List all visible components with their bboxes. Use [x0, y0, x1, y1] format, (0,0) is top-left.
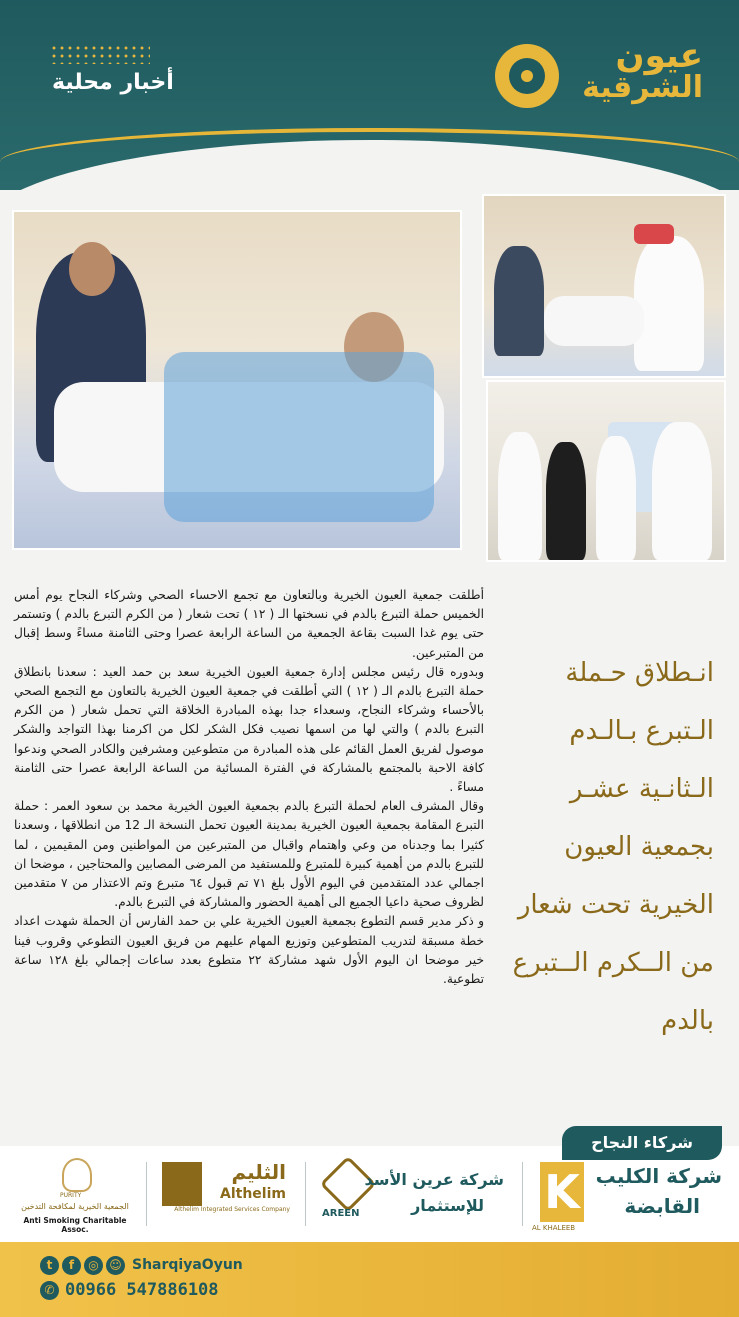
- areen-name-en: AREEN: [322, 1208, 360, 1219]
- partners-title: شركاء النجاح: [562, 1126, 722, 1160]
- figure-4: [652, 422, 712, 560]
- figure-2: [546, 442, 586, 560]
- khaleeb-k-icon: K: [540, 1162, 584, 1222]
- photo-bottom-right: [486, 380, 726, 562]
- article-headline: انـطلاق حـملة الـتبرع بـالـدم الـثانـية عشـر بجمعية العيون الخيرية تحت شعار من الــكرم الــتبرع بالدم: [512, 658, 714, 1036]
- brand-name-line1: عيون: [615, 36, 703, 76]
- khaleeb-name-line1: شركة الكليب: [595, 1164, 722, 1188]
- photo-main-donor: [12, 210, 462, 550]
- partner-divider: [146, 1162, 147, 1226]
- figure-nurse-head: [69, 242, 115, 296]
- social-handle[interactable]: SharqiyaOyun: [132, 1257, 243, 1273]
- areen-name-line2: للإستثمار: [411, 1196, 484, 1215]
- althelim-subtitle: Althelim Integrated Services Company: [174, 1206, 290, 1213]
- phone-number[interactable]: 00966 547886108: [65, 1280, 219, 1300]
- figure-staff: [494, 246, 544, 356]
- article-paragraph-1: أطلقت جمعية العيون الخيرية وبالتعاون مع تجمع الاحساء الصحي وشركاء النجاح يوم أمس الخميس حملة التبرع بالدم في نسختها الـ ( ١٢ ) تحت شعار ( من الكرم التبرع بالدم ) وتستمر حتى يوم غدا السبت بقاعة الجمعية من الساعة الرابعة عصرا وحتى الثامنة مساءً وسط إقبال من المتبرعين.: [14, 588, 484, 660]
- twitter-icon[interactable]: t: [40, 1256, 59, 1275]
- partner-divider: [305, 1162, 306, 1226]
- nakaa-emblem-icon: [62, 1158, 92, 1192]
- snapchat-icon[interactable]: ☺: [106, 1256, 125, 1275]
- partner-althelim-logo: [160, 1158, 290, 1232]
- donation-chair: [164, 352, 434, 522]
- figure-1: [498, 432, 542, 560]
- brand-name-line2: الشرقية: [582, 70, 703, 105]
- article-paragraph-3: وقال المشرف العام لحملة التبرع بالدم بجمعية العيون الخيرية محمد بن سعود العمر : حملة التبرع المقامة بجمعية العيون الخيرية بمدينة العيون تحمل النسخة الـ 12 من انطلاقها ، وسعدنا كثيرا بما وجدناه من وعي واهتمام واقبال من المتبرعين من المواطنين ومن المقيمين ، لما للتبرع بالدم من أهمية كبيرة للمتبرع وللمستفيد من المرضى المصابين والمحتاجين ، موضحا ان اجمالي عدد المتقدمين في اليوم الأول بلغ ٧١ تم قبول ٦٤ متبرع وتم الاعتذار من ٧ متقدمين لظروف صحية داعيا الجميع الى أهمية الحضور والمشاركة في التبرع بالدم.: [14, 799, 484, 910]
- social-links: [40, 1254, 243, 1276]
- instagram-icon[interactable]: ◎: [84, 1256, 103, 1275]
- nakaa-name-ar: الجمعية الخيرية لمكافحة التدخين: [21, 1202, 129, 1211]
- khaleeb-name-en: AL KHALEEB: [532, 1224, 576, 1232]
- figure-donor: [544, 296, 644, 346]
- partner-nakaa-logo: [10, 1158, 140, 1232]
- contact-phone: [40, 1280, 219, 1300]
- nakaa-name-en: Anti Smoking Charitable Assoc.: [23, 1216, 127, 1234]
- figure-official: [634, 236, 704, 371]
- areen-name-line1: شركة عرين الأسد: [364, 1170, 504, 1189]
- whatsapp-icon[interactable]: ✆: [40, 1281, 59, 1300]
- figure-official-headwear: [634, 224, 674, 244]
- partner-khaleeb-logo: [532, 1158, 730, 1232]
- article-paragraph-2: وبدوره قال رئيس مجلس إدارة جمعية العيون الخيرية سعد بن حمد العيد : سعدنا بانطلاق حملة التبرع بالدم الـ ( ١٢ ) التي أطلقت في جمعية العيون الخيرية بالتعاون مع التجمع الصحي بالأحساء وشركاء النجاح، وسعداء جدا بهذه المبادرة الخلاقة التي تحمل شعار ( من الكرم التبرع بالدم ) والتي لها من اسمها نصيب فكل الشكر لكل من اكرمنا بهذا التواجد والشكر موصول لفريق العمل القائم على هذه المبادرة من متطوعين ومشرفين والكادر الصحي وندعوا كافة الاحبة بالمجتمع بالمشاركة في الفترة المسائية من الساعة الرابعة عصرا حتى الثامنة مساءً .: [14, 664, 484, 795]
- facebook-icon[interactable]: f: [62, 1256, 81, 1275]
- althelim-name-en: Althelim: [220, 1186, 286, 1202]
- figure-3: [596, 436, 636, 560]
- nakaa-purity-label: PURITY: [60, 1192, 82, 1199]
- partner-areen-logo: [320, 1158, 510, 1232]
- partner-divider: [522, 1162, 523, 1226]
- althelim-a-icon: [162, 1162, 202, 1206]
- photo-top-right: [482, 194, 726, 378]
- brand-logo-icon: [495, 44, 559, 108]
- header-banner: [0, 0, 739, 190]
- khaleeb-name-line2: القابضة: [624, 1194, 700, 1218]
- decorative-dots: [50, 44, 150, 64]
- article-body: [14, 586, 484, 989]
- article-paragraph-4: و ذكر مدير قسم التطوع بجمعية العيون الخيرية علي بن حمد الفارس أن الحملة شهدت اعداد خطة مسبقة لتدريب المتطوعين وتوزيع المهام عليهم من فريق العيون التطوعي وقروب فينا خير موضحا ان اليوم الأول شهد مشاركة ٢٢ متطوع بعدد ساعات إجمالي بلغ ١٢٨ ساعة تطوعية.: [14, 914, 484, 987]
- althelim-name-ar: الثليم: [231, 1160, 286, 1184]
- section-label: أخبار محلية: [52, 70, 174, 95]
